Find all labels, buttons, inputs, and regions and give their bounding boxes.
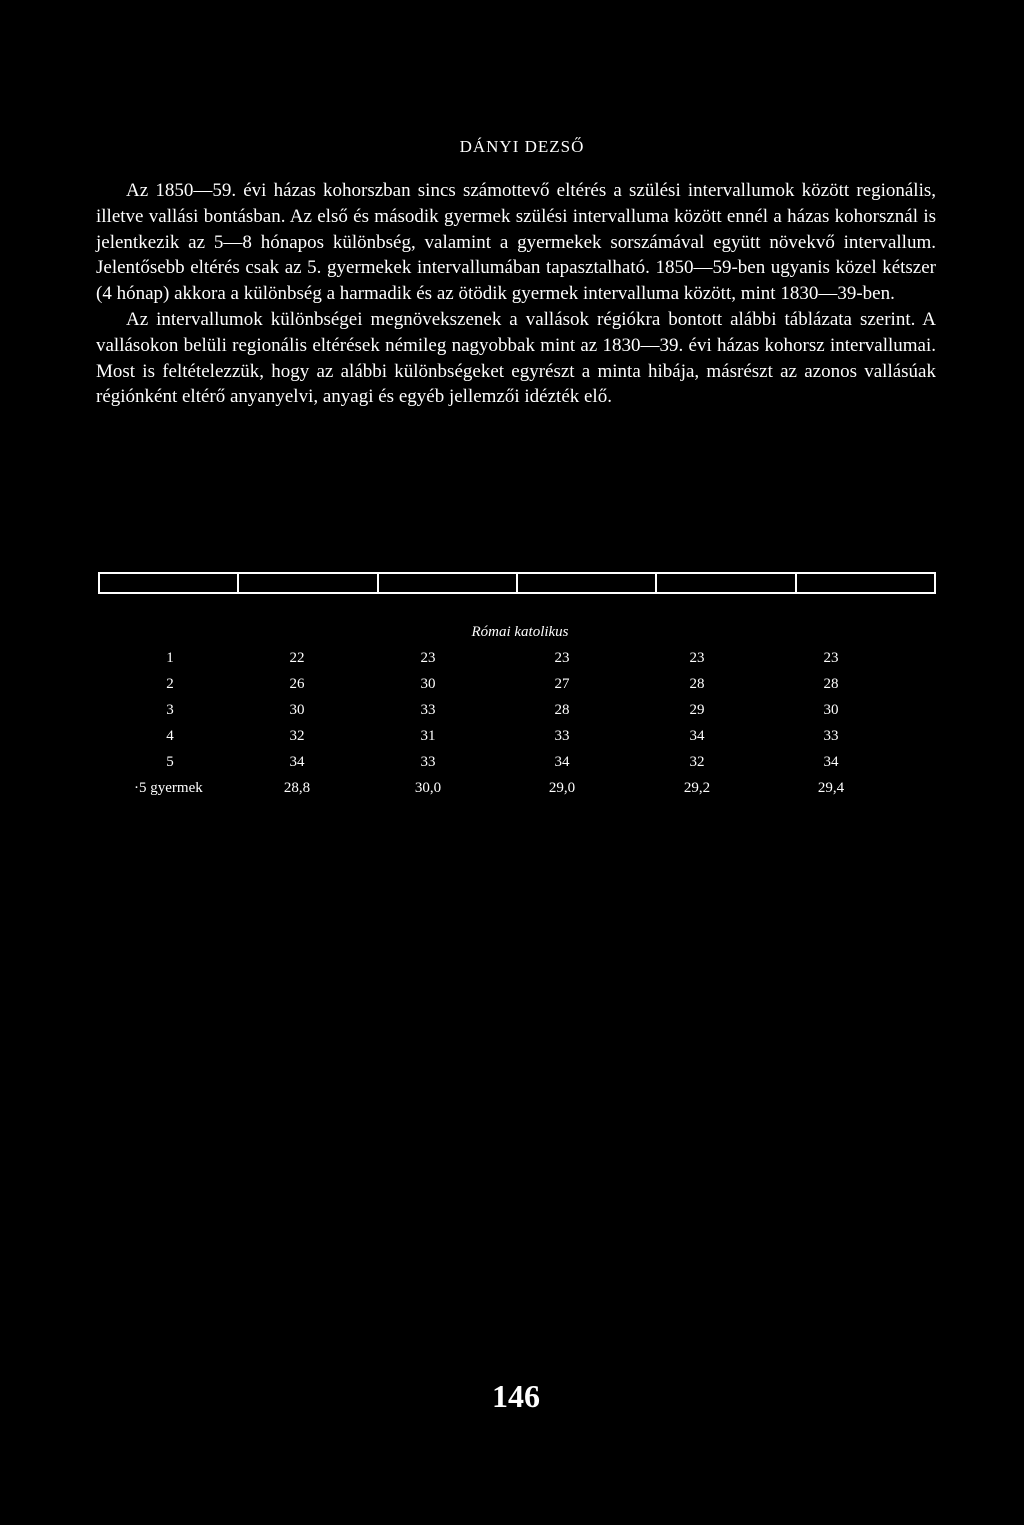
running-head: DÁNYI DEZSŐ: [459, 137, 585, 156]
table-cell: 29: [689, 702, 705, 718]
table-cell: 32: [689, 754, 705, 770]
row-label: ·5 gyermek: [134, 780, 203, 796]
table-cell: 33: [554, 728, 570, 744]
data-table: [0, 650, 1024, 806]
table-cell: 26: [289, 676, 305, 692]
table-cell: 23: [554, 650, 570, 666]
table-header-cell: [518, 574, 657, 592]
row-label: 5: [166, 754, 174, 770]
table-cell: 30: [823, 702, 839, 718]
table-cell: 28: [689, 676, 705, 692]
table-cell: 33: [420, 702, 436, 718]
row-label: 2: [166, 676, 174, 692]
table-header-cell: [797, 574, 934, 592]
table-header-cell: [100, 574, 239, 592]
table-cell: 23: [420, 650, 436, 666]
table-cell: 28,8: [283, 780, 311, 796]
row-label: 1: [166, 650, 174, 666]
table-header-frame: [98, 572, 936, 594]
table-cell: 32: [289, 728, 305, 744]
table-cell: 34: [289, 754, 305, 770]
table-section-caption: Római katolikus: [471, 624, 569, 640]
table-cell: 34: [823, 754, 839, 770]
table-cell: 23: [689, 650, 705, 666]
table-cell: 30,0: [414, 780, 442, 796]
table-cell: 23: [823, 650, 839, 666]
table-row: [0, 650, 1024, 676]
body-text: [96, 178, 936, 410]
paragraph: Az 1850—59. évi házas kohorszban sincs számottevő eltérés a szülési intervallumok között regionális, illetve vallási bontásban. Az első és második gyermek szülési intervalluma között ennél a házas kohorsznál is jelentkezik az 5—8 hónapos különbség, valamint a gyermekek sorszámával együtt növekvő intervallum. Jelentősebb eltérés csak az 5. gyermekek intervallumában tapasztalható. 1850—59-ben ugyanis közel kétszer (4 hónap) akkora a különbség a harmadik és az ötödik gyermek intervalluma között, mint 1830—39-ben.: [96, 180, 936, 305]
table-cell: 29,0: [548, 780, 576, 796]
table-row: [0, 702, 1024, 728]
table-header-cell: [239, 574, 378, 592]
table-cell: 29,4: [817, 780, 845, 796]
table-cell: 28: [823, 676, 839, 692]
row-label: 4: [166, 728, 174, 744]
table-cell: 31: [420, 728, 436, 744]
table-cell: 30: [289, 702, 305, 718]
table-cell: 29,2: [683, 780, 711, 796]
page-number: 146: [492, 1378, 540, 1414]
table-cell: 30: [420, 676, 436, 692]
table-cell: 33: [823, 728, 839, 744]
table-header-cell: [379, 574, 518, 592]
paragraph: Az intervallumok különbségei megnövekszenek a vallások régiókra bontott alábbi táblázata szerint. A vallásokon belüli regionális eltérések némileg nagyobbak mint az 1830—39. évi házas kohorsz intervallumai. Most is feltételezzük, hogy az alábbi különbségeket egyrészt a minta hibája, másrészt az azonos vallásúak régiónként eltérő anyanyelvi, anyagi és egyéb jellemzői idézték elő.: [96, 308, 936, 408]
table-header-cell: [657, 574, 796, 592]
row-label: 3: [166, 702, 174, 718]
table-row: [0, 728, 1024, 754]
table-cell: 22: [289, 650, 305, 666]
table-cell: 34: [554, 754, 570, 770]
table-row: [0, 676, 1024, 702]
table-row: [0, 754, 1024, 780]
table-cell: 34: [689, 728, 705, 744]
table-row: [0, 780, 1024, 806]
table-cell: 28: [554, 702, 570, 718]
table-cell: 33: [420, 754, 436, 770]
table-cell: 27: [554, 676, 570, 692]
